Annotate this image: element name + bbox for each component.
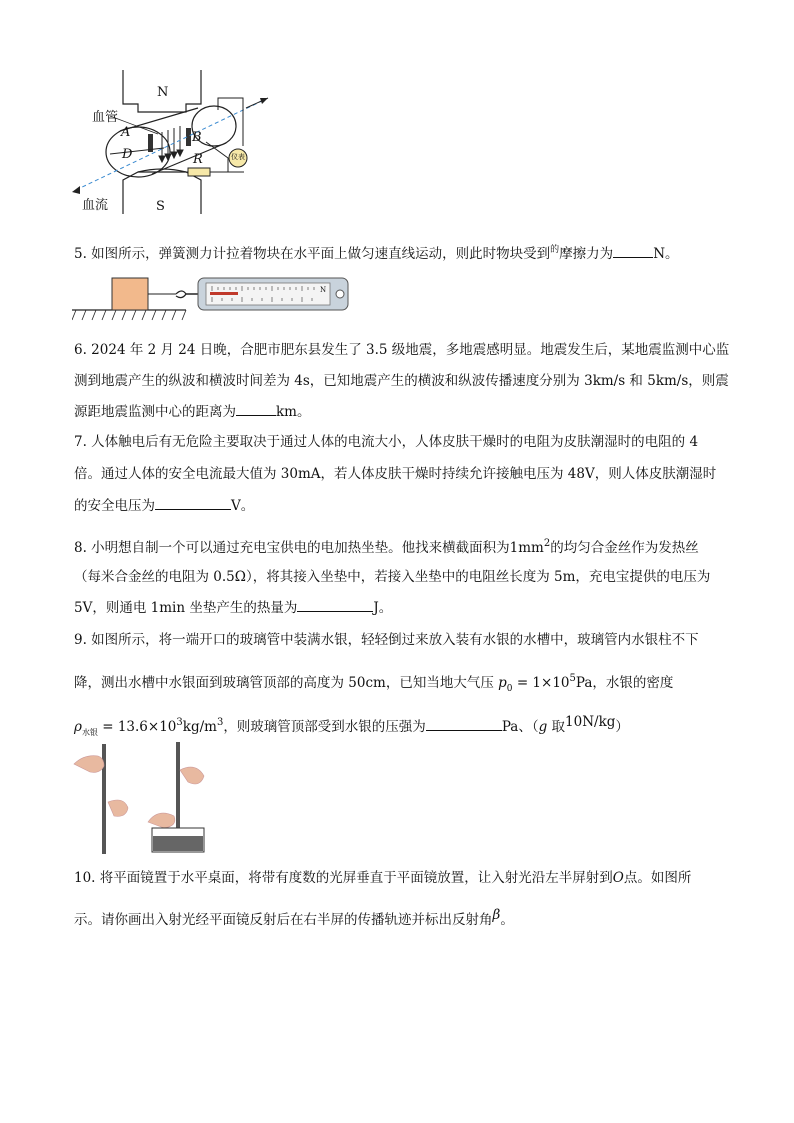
- q9-line-2-text-b: ，水银的密度: [592, 675, 674, 691]
- q9-answer-blank[interactable]: [426, 716, 502, 731]
- q10-point-o: O: [612, 870, 624, 886]
- q6-line-3-text: 源距地震监测中心的距离为: [74, 404, 236, 420]
- q5-small-mark: 的: [550, 245, 560, 255]
- question-9-line-1: 9. 如图所示，将一端开口的玻璃管中装满水银，轻轻倒过来放入装有水银的水槽中，玻璃管内水银柱不下: [74, 632, 699, 648]
- q7-unit: V。: [231, 498, 255, 514]
- question-7-line-3: [74, 495, 254, 516]
- spring-scale-figure: [72, 272, 352, 328]
- question-8-line-2: （每米合金丝的电阻为 0.5Ω），将其接入坐垫中，若接入坐垫中的电阻丝长度为 5m，充电宝提供的电压为: [74, 569, 711, 585]
- q8-line-1-text-a: 8. 小明想自制一个可以通过充电宝供电的电加热坐垫。他找来横截面积为: [74, 540, 510, 556]
- ground-hatch: [72, 310, 186, 320]
- mercury-trough: [152, 828, 204, 852]
- question-10-line-1: [74, 868, 691, 888]
- q9-pressure-formula: $p_0 = 1\times 10^5Pa$: [498, 673, 593, 694]
- question-7-line-1: 7. 人体触电后有无危险主要取决于通过人体的电流大小，人体皮肤干燥时的电阻为皮肤潮湿时的电阻的 4: [74, 434, 699, 450]
- q8-answer-blank[interactable]: [297, 597, 373, 612]
- scale-unit-label: N: [320, 286, 327, 294]
- label-vessel: 血管: [92, 110, 119, 125]
- q5-unit: N。: [653, 246, 679, 262]
- q8-line-3-text: 5V，则通电 1min 坐垫产生的热量为: [74, 600, 298, 616]
- q9-line-3-text-c: 取: [547, 719, 566, 735]
- q5-text-b: 摩擦力为: [559, 246, 614, 262]
- label-n: N: [157, 85, 169, 100]
- q9-g-value: 10N/kg: [565, 714, 616, 730]
- label-flow: 血流: [82, 198, 109, 213]
- question-8-line-3: [74, 597, 392, 618]
- question-6-line-2: 测到地震产生的纵波和横波时间差为 4s，已知地震产生的横波和纵波传播速度分别为 3km/s 和 5km/s，则震: [74, 373, 729, 389]
- q7-answer-blank[interactable]: [155, 495, 231, 510]
- question-6-line-1: 6. 2024 年 2 月 24 日晚，合肥市肥东县发生了 3.5 级地震，多地震感明显。地震发生后，某地震监测中心监: [74, 342, 730, 358]
- question-6-line-3: [74, 401, 310, 422]
- q9-line-3-text-a: ，则玻璃管顶部受到水银的压强为: [223, 719, 426, 735]
- q6-answer-blank[interactable]: [236, 401, 276, 416]
- label-a: A: [121, 125, 131, 140]
- q10-line-1-text-a: 10. 将平面镜置于水平桌面，将带有度数的光屏垂直于平面镜放置，让入射光沿左半屏射到: [74, 870, 613, 886]
- question-9-line-3: [74, 712, 629, 743]
- label-d: D: [122, 147, 133, 162]
- question-7-line-2: 倍。通过人体的安全电流最大值为 30mA，若人体皮肤干燥时持续允许接触电压为 48V，则人体皮肤潮湿时: [74, 466, 717, 482]
- q10-line-1-text-b: 点。如图所: [623, 870, 692, 886]
- flow-arrow: [72, 186, 80, 194]
- question-9-line-2: [74, 669, 673, 699]
- q10-line-2-text-a: 示。请你画出入射光经平面镜反射后在右半屏的传播轨迹并标出反射角: [74, 912, 493, 928]
- spring-scale: [198, 278, 348, 310]
- q5-text-a: 5. 如图所示，弹簧测力计拉着物块在水平面上做匀速直线运动，则此时物块受到: [74, 246, 551, 262]
- torricelli-figure: [68, 740, 218, 858]
- question-5: [74, 240, 679, 264]
- label-r: R: [193, 152, 203, 167]
- q10-line-2-text-b: 。: [500, 912, 514, 928]
- q9-density-formula: $\rho_{水银} = 13.6\times 10^3kg/m^3$: [74, 717, 224, 737]
- q10-beta: β: [492, 907, 501, 923]
- block: [112, 278, 148, 310]
- label-s: S: [156, 199, 165, 214]
- q6-unit: km。: [276, 404, 311, 420]
- q5-answer-blank[interactable]: [613, 243, 653, 258]
- question-10-line-2: [74, 905, 514, 930]
- q9-line-3-text-d: ）: [615, 719, 629, 735]
- q8-line-1-text-b: 的均匀合金丝作为发热丝: [550, 540, 699, 556]
- q7-line-3-text: 的安全电压为: [74, 498, 155, 514]
- label-meter: 仪表: [231, 153, 245, 161]
- q9-line-2-text-a: 降，测出水槽中水银面到玻璃管顶部的高度为 50cm，已知当地大气压: [74, 675, 494, 691]
- blood-vessel-tube: [106, 106, 236, 177]
- label-b: B: [192, 130, 202, 145]
- q9-g-symbol: g: [538, 719, 548, 735]
- q8-area: $1mm^2$: [509, 538, 551, 556]
- question-8-line-1: [74, 534, 699, 558]
- q8-unit: J。: [373, 600, 393, 616]
- q9-line-3-text-b: Pa、（: [501, 719, 539, 735]
